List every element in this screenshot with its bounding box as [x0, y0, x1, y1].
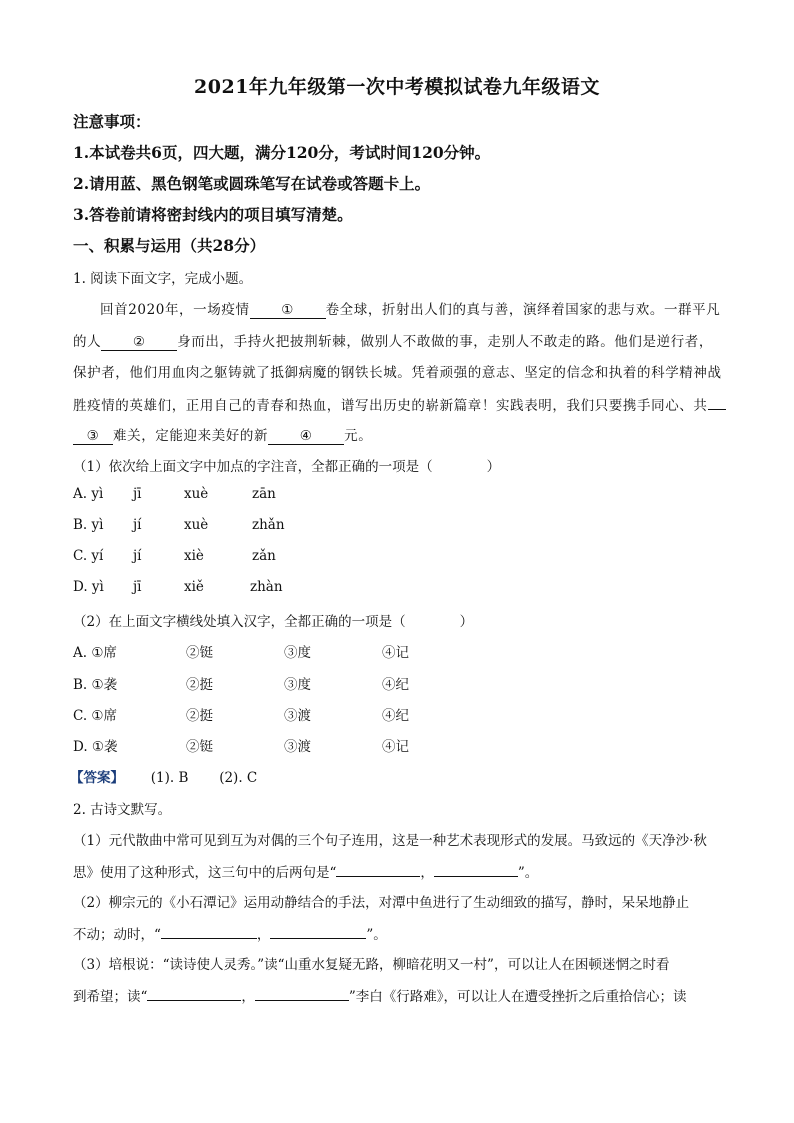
option-c-4: zǎn	[252, 548, 276, 564]
punctuation: ，	[420, 865, 434, 881]
passage-text: 回首2020年，一场疫情	[100, 302, 250, 318]
question-text: ”李白《行路难》，可以让人在遭受挫折之后重拾信心；读	[348, 989, 687, 1005]
option-a-2: ②铤	[186, 645, 213, 661]
answer-blank[interactable]	[255, 984, 349, 1001]
passage-line-4	[73, 393, 726, 414]
question-text: 不动；动时，“	[73, 927, 161, 943]
sub-question-2-stem: （2）在上面文字横线处填入汉字，全都正确的一项是（ ）	[73, 614, 474, 630]
option-d[interactable]: D. yì	[73, 579, 104, 595]
question-text: ”。	[366, 927, 387, 943]
option-c[interactable]: C. ①席	[73, 708, 118, 724]
passage-line-2	[73, 330, 713, 351]
section-heading: 一、积累与运用（共28分）	[73, 236, 266, 255]
blank-3: ③	[73, 428, 113, 445]
question-2-stem: 2. 古诗文默写。	[73, 802, 172, 818]
option-a-4: ④记	[382, 645, 409, 661]
answer-blank[interactable]	[434, 860, 518, 877]
answer-blank[interactable]	[147, 984, 241, 1001]
q2-part-3-line-2	[73, 984, 687, 1005]
passage-text: 卷全球，折射出人们的真与善，演绎着国家的悲与欢。一群平凡	[325, 302, 721, 318]
notice-item-1: 1.本试卷共6页，四大题，满分120分，考试时间120分钟。	[73, 143, 491, 162]
q2-part-1-line-2	[73, 860, 538, 881]
question-text: ”。	[517, 865, 539, 881]
notice-heading: 注意事项：	[73, 112, 151, 131]
option-a[interactable]: A. ①席	[73, 645, 117, 661]
option-b-4: zhǎn	[252, 517, 285, 533]
passage-line-3: 保护者，他们用血肉之躯铸就了抵御病魔的钢铁长城。凭着顽强的意志、坚定的信念和执着的科学精神战	[73, 365, 722, 381]
option-c-3: ③渡	[284, 708, 311, 724]
punctuation: ，	[256, 927, 271, 943]
page-title: 2021年九年级第一次中考模拟试卷九年级语文	[194, 76, 600, 98]
option-a-2: jī	[133, 486, 142, 502]
option-a-3: ③度	[284, 645, 311, 661]
q2-part-2-line-2	[73, 922, 387, 943]
passage-text: 难关，定能迎来美好的新	[113, 428, 269, 444]
option-d-4: ④记	[382, 739, 409, 755]
option-b[interactable]: B. ①袭	[73, 677, 118, 693]
option-c[interactable]: C. yí	[73, 548, 104, 564]
answer-label: 【答案】	[70, 770, 124, 786]
blank-2: ②	[101, 334, 177, 351]
answer-value-1: (1). B	[150, 770, 189, 786]
q2-part-2-line-1: （2）柳宗元的《小石潭记》运用动静结合的手法，对潭中鱼进行了生动细致的描写，静时，呆呆地静止	[73, 895, 690, 911]
q2-part-1-line-1: （1）元代散曲中常可见到互为对偶的三个句子连用，这是一种艺术表现形式的发展。马致远的《天净沙·秋	[73, 833, 707, 849]
option-b-4: ④纪	[382, 677, 409, 693]
option-d-2: jī	[133, 579, 142, 595]
option-d-3: ③渡	[284, 739, 311, 755]
question-text: 思》使用了这种形式，这三句中的后两句是“	[73, 865, 337, 881]
punctuation: ，	[241, 989, 255, 1005]
passage-text: 胜疫情的英雄们，正用自己的青春和热血，谱写出历史的崭新篇章！实践表明，我们只要携手同心、共	[73, 398, 708, 414]
option-b-3: xuè	[184, 517, 209, 533]
option-d-4: zhàn	[250, 579, 283, 595]
question-text: 到希望；读“	[73, 989, 148, 1005]
passage-text: 身而出，手持火把披荆斩棘，做别人不敢做的事，走别人不敢走的路。他们是逆行者，	[177, 334, 714, 350]
option-c-4: ④纪	[382, 708, 409, 724]
notice-item-3: 3.答卷前请将密封线内的项目填写清楚。	[73, 205, 353, 224]
option-d[interactable]: D. ①袭	[73, 739, 118, 755]
passage-text: 的人	[73, 334, 102, 350]
option-a-3: xuè	[184, 486, 209, 502]
answer-value-2: (2). C	[219, 770, 258, 786]
option-b-2: jí	[133, 517, 142, 533]
option-b-2: ②挺	[186, 677, 213, 693]
passage-line-1	[100, 298, 720, 319]
blank-3-lead	[708, 393, 726, 410]
question-1-stem: 1. 阅读下面文字，完成小题。	[73, 271, 253, 287]
notice-item-2: 2.请用蓝、黑色钢笔或圆珠笔写在试卷或答题卡上。	[73, 174, 431, 193]
q2-part-3-line-1: （3）培根说：“读诗使人灵秀。”读“山重水复疑无路，柳暗花明又一村”，可以让人在困顿迷惘之时看	[73, 957, 670, 973]
option-c-2: ②挺	[186, 708, 213, 724]
blank-1: ①	[250, 302, 326, 319]
passage-line-5	[73, 424, 372, 445]
option-d-3: xiě	[184, 579, 204, 595]
option-c-2: jí	[133, 548, 142, 564]
passage-text: 元。	[344, 428, 373, 444]
sub-question-1-stem: （1）依次给上面文字中加点的字注音，全都正确的一项是（ ）	[73, 459, 501, 475]
option-a-4: zān	[252, 486, 276, 502]
answer-row	[70, 766, 257, 786]
blank-4: ④	[268, 428, 344, 445]
answer-blank[interactable]	[270, 922, 366, 939]
option-b[interactable]: B. yì	[73, 517, 104, 533]
answer-blank[interactable]	[161, 922, 257, 939]
option-c-3: xiè	[184, 548, 204, 564]
option-a[interactable]: A. yì	[73, 486, 104, 502]
option-b-3: ③度	[284, 677, 311, 693]
option-d-2: ②铤	[186, 739, 213, 755]
answer-blank[interactable]	[336, 860, 420, 877]
